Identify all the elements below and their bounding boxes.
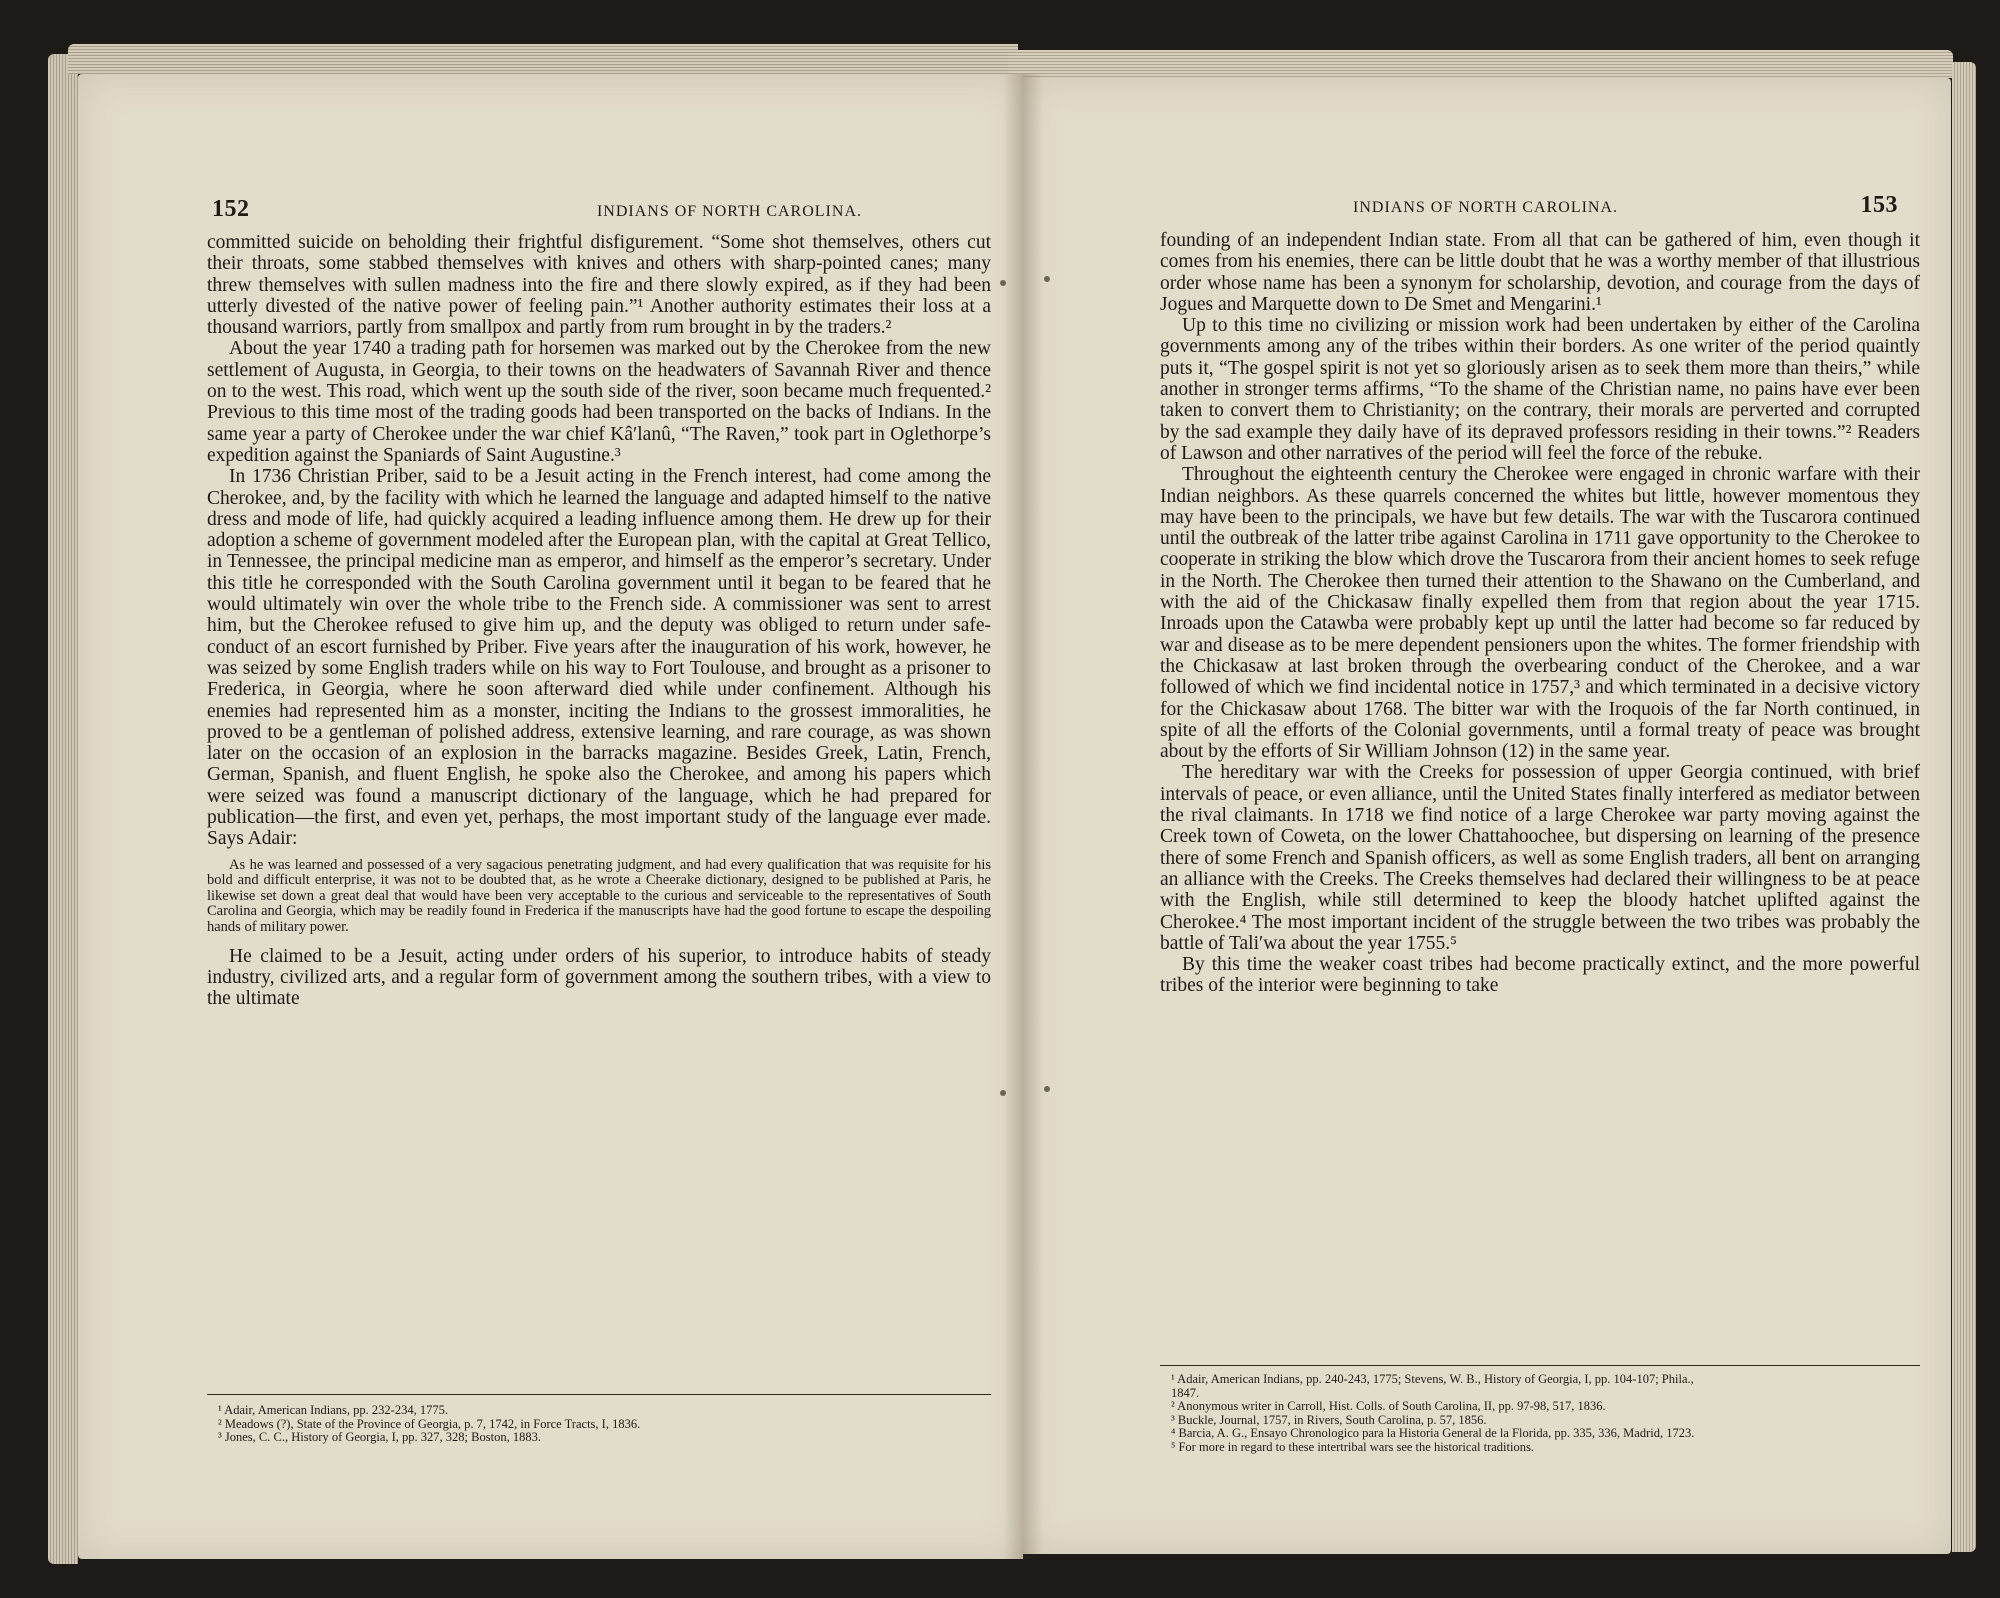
footnote: ¹ Adair, American Indians, pp. 232-234, 1775.: [218, 1403, 448, 1417]
page-number: 153: [1860, 192, 1898, 218]
footnote: ² Anonymous writer in Carroll, Hist. Colls. of South Carolina, II, pp. 97-98, 517, 1836.: [1171, 1399, 1606, 1414]
paragraph: He claimed to be a Jesuit, acting under orders of his superior, to introduce habits of steady industry, civilized arts, and a regular form of government among the southern tribes, with a view to the ultimate: [207, 945, 991, 1010]
footnotes: [1171, 1373, 1921, 1455]
left-page: [78, 74, 1023, 1559]
open-book: [48, 44, 1976, 1584]
page-number: 152: [212, 196, 250, 222]
right-page: [1023, 78, 1951, 1554]
paragraph: Throughout the eighteenth century the Cherokee were engaged in chronic warfare with their Indian neighbors. As these quarrels concerned the whites but little, however momentous they may have been to the principals, we have but few details. The war with the Tuscarora continued until the outbreak of the latter tribe against Carolina in 1711 gave opportunity to the Cherokee to cooperate in striking the blow which drove the Tuscarora from their ancient homes to seek refuge in the North. The Cherokee then turned their attention to the Shawano on the Cumberland, and with the aid of the Chickasaw finally expelled them from that region about the year 1715. Inroads upon the Catawba were probably kept up until the latter had become so far reduced by war and disease as to be mere dependent pensioners upon the whites. The former friendship with the Chickasaw at last broken through the overbearing conduct of the Cherokee, and a war followed of which we find incidental notice in 1757,³ and which terminated in a decisive victory for the Chickasaw about 1768. The bitter war with the Iroquois of the far North continued, in spite of all the efforts of the Colonial governments, until a formal treaty of peace was brought about by the efforts of Sir William Johnson (12) in the same year.: [1160, 464, 1920, 763]
page-edges-top-left: [68, 44, 1018, 74]
paragraph: About the year 1740 a trading path for horsemen was marked out by the Cherokee from the new settlement of Augusta, in Georgia, to their towns on the headwaters of Savannah River and thence on to the west. This road, which went up the south side of the river, soon became much frequented.² Previous to this time most of the trading goods had been transported on the backs of Indians. In the same year a party of Cherokee under the war chief Kâ′lanû, “The Raven,” took part in Oglethorpe’s expedition against the Spaniards of Saint Augustine.³: [207, 338, 991, 466]
paragraph: By this time the weaker coast tribes had become practically extinct, and the more powerful tribes of the interior were beginning to take: [1160, 954, 1920, 997]
footnote: ⁴ Barcia, A. G., Ensayo Chronologico para la Historia General de la Florida, pp. 335, 336, Madrid, 1723.: [1171, 1426, 1695, 1441]
footnote: ² Meadows (?), State of the Province of Georgia, p. 7, 1742, in Force Tracts, I, 1836.: [218, 1416, 641, 1431]
stitch-hole: [1000, 1090, 1006, 1096]
left-page-header: [212, 196, 1002, 223]
left-page-body: [207, 232, 991, 1009]
paragraph: founding of an independent Indian state. From all that can be gathered of him, even though it comes from his enemies, there can be little doubt that he was a worthy member of that illustrious order whose name has been a synonym for scholarship, devotion, and courage from the days of Jogues and Marquette down to De Smet and Mengarini.¹: [1160, 230, 1920, 315]
book-gutter: [1003, 74, 1043, 1559]
footnotes: [218, 1404, 978, 1445]
footnote-rule: [1160, 1365, 1920, 1366]
stitch-hole: [1000, 280, 1006, 286]
footnote-rule: [207, 1394, 991, 1395]
stitch-hole: [1044, 276, 1050, 282]
running-head: INDIANS OF NORTH CAROLINA.: [596, 203, 862, 220]
footnote: ³ Jones, C. C., History of Georgia, I, pp. 327, 328; Boston, 1883.: [218, 1430, 541, 1445]
stitch-hole: [1044, 1086, 1050, 1092]
paragraph: Up to this time no civilizing or mission work had been undertaken by either of the Carolina governments among any of the tribes within their borders. As one writer of the period quaintly puts it, “The gospel spirit is not yet so gloriously arisen as to seek them more than theirs,” while another in stronger terms affirms, “To the shame of the Christian name, no pains have ever been taken to convert them to Christianity; on the contrary, their morals are perverted and corrupted by the sad example they daily have of its depraved professors residing in their towns.”² Readers of Lawson and other narratives of the period will feel the force of the rebuke.: [1160, 315, 1920, 464]
paragraph: The hereditary war with the Creeks for possession of upper Georgia continued, with brief intervals of peace, or even alliance, until the United States finally interfered as mediator between the rival claimants. In 1718 we find notice of a large Cherokee war party moving against the Creek town of Coweta, on the lower Chattahoochee, but dispersing on learning of the presence there of some French and Spanish officers, as well as some English traders, all bent on arranging an alliance with the Creeks. The Creeks themselves had declared their willingness to be at peace with the English, while still determined to keep the bloody hatchet uplifted against the Cherokee.⁴ The most important incident of the struggle between the two tribes was probably the battle of Tali′wa about the year 1755.⁵: [1160, 762, 1920, 954]
page-edges-top-right: [1008, 50, 1953, 78]
page-edges-right: [1952, 62, 1976, 1552]
paragraph: In 1736 Christian Priber, said to be a Jesuit acting in the French interest, had come among the Cherokee, and, by the facility with which he learned the language and adapted himself to the native dress and mode of life, had quickly acquired a leading influence among them. He drew up for their adoption a scheme of government modeled after the European plan, with the capital at Great Tellico, in Tennessee, the principal medicine man as emperor, and himself as the emperor’s secretary. Under this title he corresponded with the South Carolina government until it began to be feared that he would ultimately win over the whole tribe to the French side. A commissioner was sent to arrest him, but the Cherokee refused to give him up, and the deputy was obliged to return under safe-conduct of an escort furnished by Priber. Five years after the inauguration of his work, however, he was seized by some English traders while on his way to Fort Toulouse, and brought as a prisoner to Frederica, in Georgia, where he soon afterward died while under confinement. Although his enemies had represented him as a monster, inciting the Indians to the grossest immoralities, he proved to be a gentleman of polished address, extensive learning, and rare courage, as was shown later on the occasion of an explosion in the barracks magazine. Besides Greek, Latin, French, German, Spanish, and fluent English, he spoke also the Cherokee, and among his papers which were seized was found a manuscript dictionary of the language, which he had prepared for publication—the first, and even yet, perhaps, the most important study of the language ever made. Says Adair:: [207, 466, 991, 850]
footnote: 1847.: [1171, 1385, 1200, 1400]
running-head: INDIANS OF NORTH CAROLINA.: [1353, 199, 1619, 216]
footnote: ³ Buckle, Journal, 1757, in Rivers, South Carolina, p. 57, 1856.: [1171, 1412, 1487, 1427]
right-page-body: [1160, 230, 1920, 997]
footnote: ⁵ For more in regard to these intertribal wars see the historical traditions.: [1171, 1439, 1534, 1454]
page-edges-left: [48, 54, 78, 1564]
right-page-header: [1353, 192, 1898, 219]
footnote: ¹ Adair, American Indians, pp. 240-243, 1775; Stevens, W. B., History of Georgia, I, pp. 104-107; Phila.,: [1171, 1372, 1694, 1386]
block-quote: As he was learned and possessed of a very sagacious penetrating judgment, and had every qualification that was requisite for his bold and difficult enterprise, it was not to be doubted that, as he wrote a Cheerake dictionary, designed to be published at Paris, he likewise set down a great deal that would have been very acceptable to the curious and serviceable to the representatives of South Carolina and Georgia, which may be readily found in Frederica if the manuscripts have had the good fortune to escape the despoiling hands of military power.: [207, 856, 991, 935]
paragraph: committed suicide on beholding their frightful disfigurement. “Some shot themselves, others cut their throats, some stabbed themselves with knives and others with sharp-pointed canes; many threw themselves with sullen madness into the fire and there slowly expired, as if they had been utterly divested of the native power of feeling pain.”¹ Another authority estimates their loss at a thousand warriors, partly from smallpox and partly from rum brought in by the traders.²: [207, 232, 991, 339]
